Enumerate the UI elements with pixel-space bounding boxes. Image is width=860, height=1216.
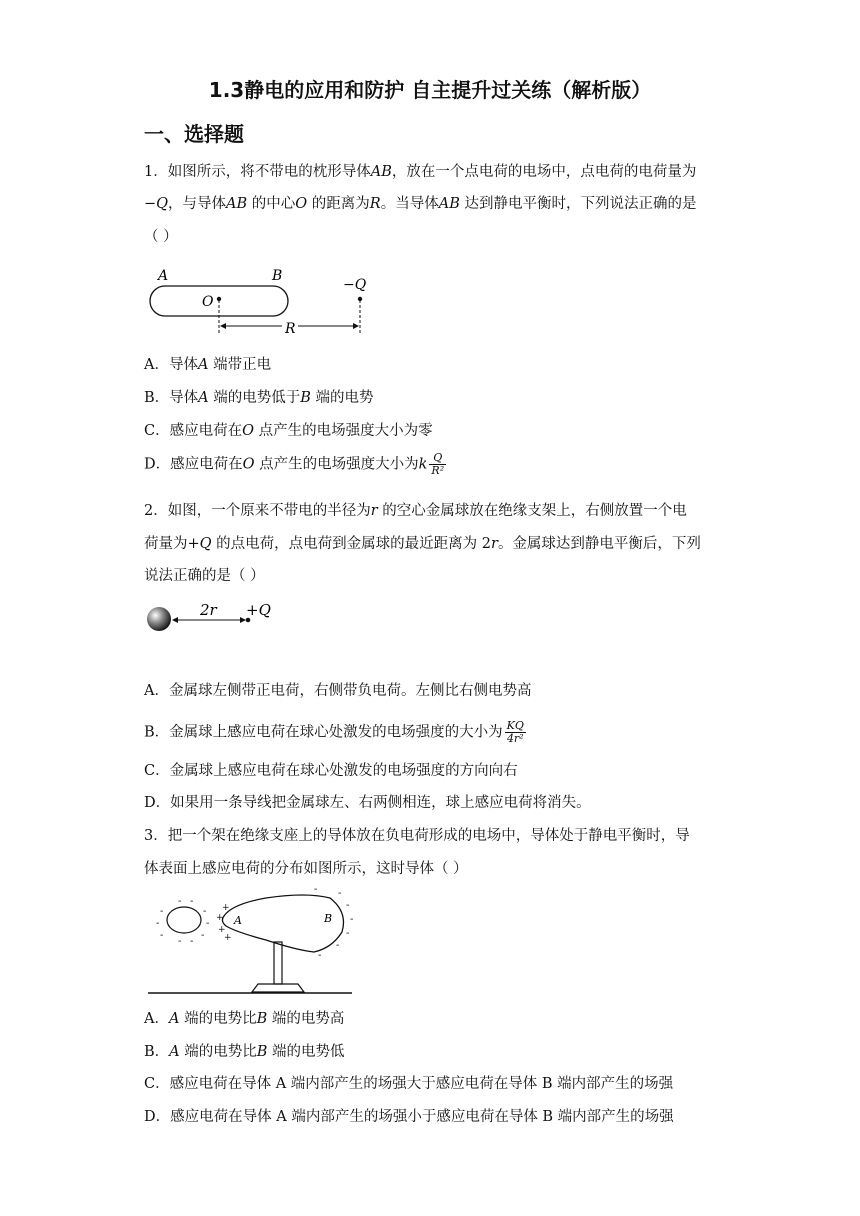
section-heading: 一、选择题 <box>144 122 244 146</box>
page-title: 1.3静电的应用和防护 自主提升过关练（解析版） <box>208 78 652 102</box>
fraction-kq-over-4r2: $\frac{KQ}{\text{4r²}}$ <box>506 719 524 745</box>
q2-option-c: C．金属球上感应电荷在球心处激发的电场强度的方向向右 <box>144 763 518 779</box>
svg-text:+: + <box>224 933 232 943</box>
q3-option-a: A．A 端的电势比B 端的电势高 <box>144 1011 345 1027</box>
q3-option-d: D．感应电荷在导体 A 端内部产生的场强小于感应电荷在导体 B 端内部产生的场强 <box>144 1109 674 1125</box>
q2-line1: 2．如图，一个原来不带电的半径为r 的空心金属球放在绝缘支架上，右侧放置一个电 <box>144 503 687 519</box>
q3-line1: 3．把一个架在绝缘支座上的导体放在负电荷形成的电场中，导体处于静电平衡时，导 <box>144 828 690 844</box>
q2-figure <box>144 596 284 636</box>
q1-option-c: C．感应电荷在O 点产生的电场强度大小为零 <box>144 423 433 439</box>
svg-text:-: - <box>160 906 164 917</box>
label-A: A <box>158 268 169 284</box>
svg-text:-: - <box>206 918 210 929</box>
svg-text:+: + <box>216 913 224 923</box>
svg-text:-: - <box>178 936 182 947</box>
svg-text:-: - <box>203 906 207 917</box>
q2-option-d: D．如果用一条导线把金属球左、右两侧相连，球上感应电荷将消失。 <box>144 795 591 811</box>
arrow-left <box>172 617 178 623</box>
support-base <box>252 984 304 992</box>
q2-line2: 荷量为+Q 的点电荷，点电荷到金属球的最近距离为 2r。金属球达到静电平衡后，下列 <box>144 536 701 552</box>
q1-line3: （ ） <box>144 229 178 245</box>
q1-option-a: A．导体A 端带正电 <box>144 357 272 373</box>
label-R: R <box>285 321 296 337</box>
q3-figure <box>146 884 356 1000</box>
svg-text:-: - <box>346 928 350 939</box>
label-O: O <box>202 294 214 310</box>
svg-text:-: - <box>336 940 340 951</box>
q1-line2: −Q，与导体AB 的中心O 的距离为R。当导体AB 达到静电平衡时，下列说法正确的是 <box>144 196 697 212</box>
label-charge: −Q <box>343 277 367 293</box>
svg-text:-: - <box>346 900 350 911</box>
label-A: A <box>234 914 242 927</box>
label-B: B <box>324 912 333 925</box>
svg-text:-: - <box>160 930 164 941</box>
q3-option-b: B．A 端的电势比B 端的电势低 <box>144 1044 345 1060</box>
q1-line1: 1．如图所示，将不带电的枕形导体AB，放在一个点电荷的电场中，点电荷的电荷量为 <box>144 164 697 180</box>
q2-option-a: A．金属球左侧带正电荷，右侧带负电荷。左侧比右侧电势高 <box>144 683 532 699</box>
support-stand <box>274 942 282 984</box>
q3-line2: 体表面上感应电荷的分布如图所示，这时导体（ ） <box>144 861 468 877</box>
q1-figure <box>146 264 376 342</box>
label-2r: 2r <box>200 601 217 619</box>
svg-text:+: + <box>218 925 226 935</box>
svg-text:-: - <box>156 918 160 929</box>
q2-option-b: B．金属球上感应电荷在球心处激发的电场强度的大小为 $\frac{KQ}{\text{4r²}}$ <box>144 719 524 745</box>
label-plus-q: +Q <box>246 601 271 619</box>
q2-line3: 说法正确的是（ ） <box>144 568 265 584</box>
svg-text:-: - <box>178 896 182 907</box>
svg-text:-: - <box>318 950 322 961</box>
svg-text:-: - <box>338 888 342 899</box>
label-B: B <box>272 268 283 284</box>
svg-text:+: + <box>222 903 230 913</box>
arrow-right <box>353 323 359 329</box>
svg-text:-: - <box>201 930 205 941</box>
svg-text:-: - <box>190 936 194 947</box>
fraction-q-over-r2: $\frac{Q}{\text{R²}}$ <box>431 451 445 477</box>
svg-text:-: - <box>190 896 194 907</box>
negative-charge-ball <box>167 907 201 933</box>
q1-option-b: B．导体A 端的电势低于B 端的电势 <box>144 390 374 406</box>
q3-option-c: C．感应电荷在导体 A 端内部产生的场强大于感应电荷在导体 B 端内部产生的场强 <box>144 1076 674 1092</box>
arrow-left <box>220 323 226 329</box>
svg-text:-: - <box>350 914 354 925</box>
metal-sphere <box>147 607 171 631</box>
q1-option-d: D．感应电荷在O 点产生的电场强度大小为k $\frac{Q}{\text{R²}}$ <box>144 451 445 477</box>
svg-text:-: - <box>314 884 318 895</box>
